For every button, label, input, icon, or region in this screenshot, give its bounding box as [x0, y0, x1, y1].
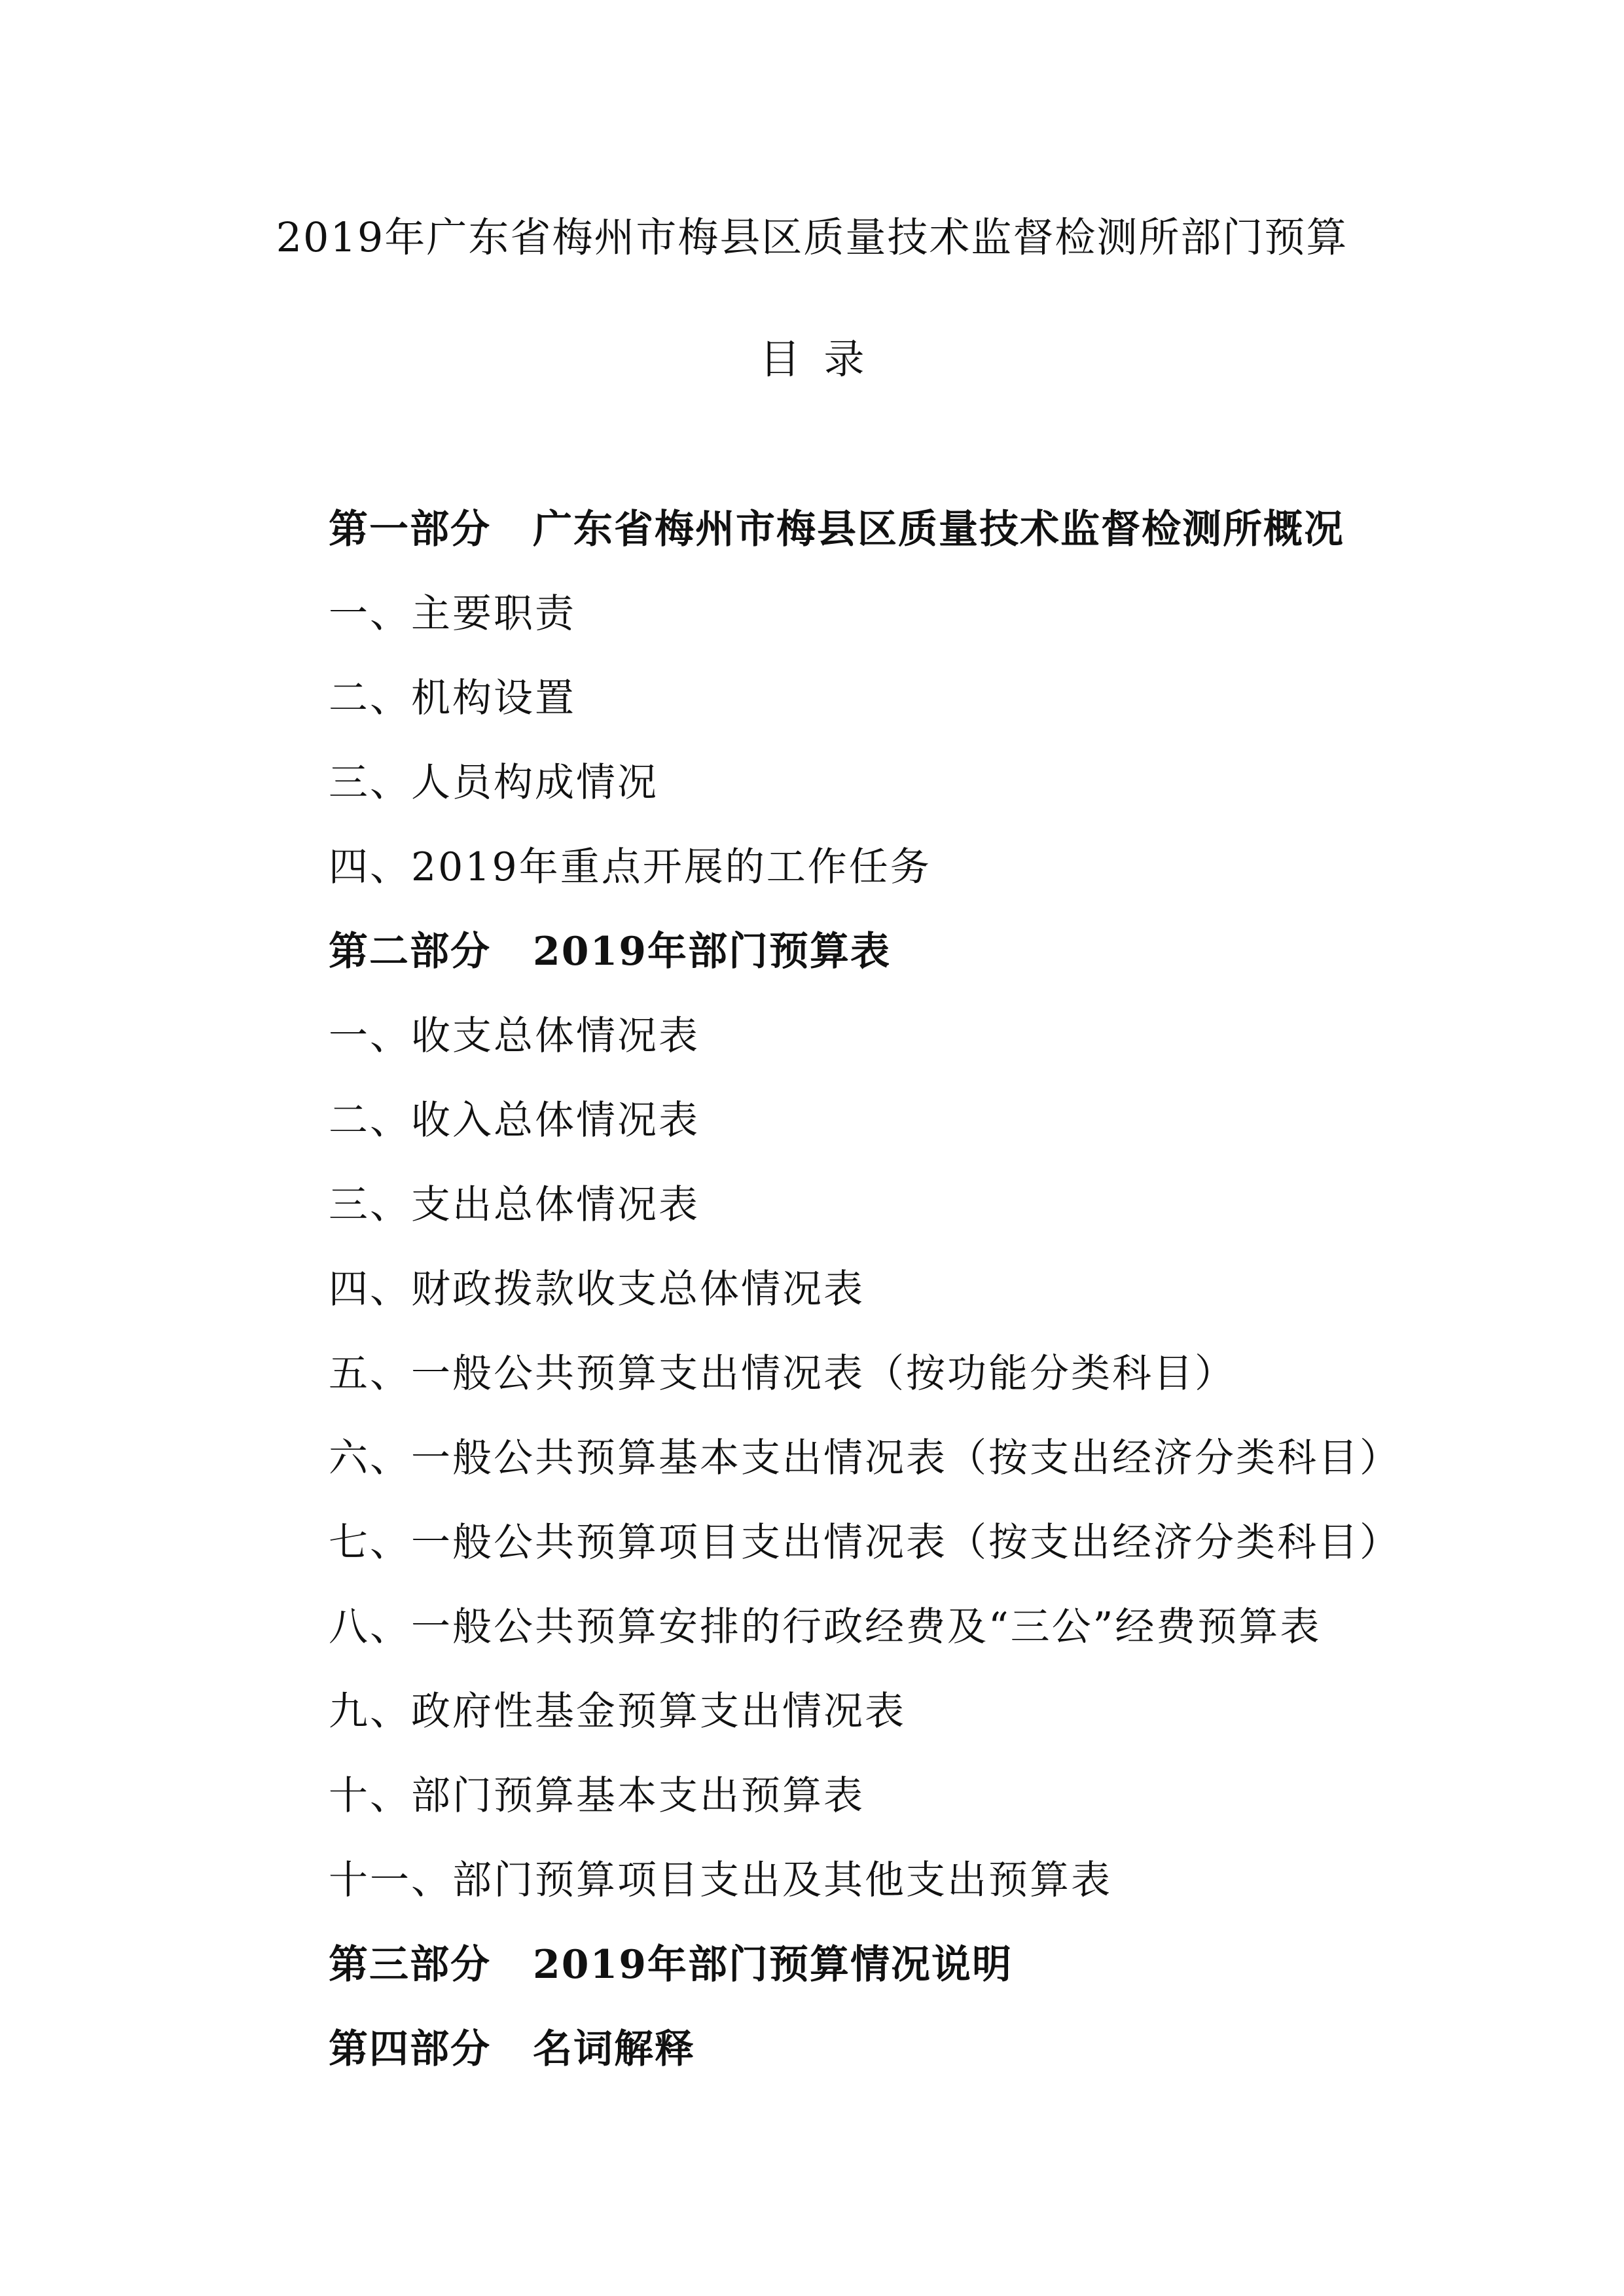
toc-part-1: [329, 500, 1572, 584]
toc-part-title: 名词解释: [533, 2026, 695, 2072]
toc-item: 二、收入总体情况表: [329, 1098, 700, 1143]
document-title: 2019年广东省梅州市梅县区质量技术监督检测所部门预算: [276, 213, 1348, 261]
toc-item: 十、部门预算基本支出预算表: [329, 1773, 865, 1819]
toc-item: 一、收支总体情况表: [329, 1013, 700, 1059]
toc-part-label: 第四部分: [329, 2026, 491, 2072]
toc-item: 四、2019年重点开展的工作任务: [329, 844, 931, 890]
toc-item: 一、主要职责: [329, 591, 576, 637]
toc-item: 五、一般公共预算支出情况表（按功能分类科目）: [329, 1351, 1236, 1397]
toc-item: 六、一般公共预算基本支出情况表（按支出经济分类科目）: [329, 1435, 1401, 1481]
toc-part-label: 第一部分: [329, 507, 491, 552]
toc-item: 二、机构设置: [329, 675, 576, 721]
toc-part-4: [329, 2020, 1572, 2104]
toc-part-title: 广东省梅州市梅县区质量技术监督检测所概况: [533, 507, 1344, 552]
toc-item: 九、政府性基金预算支出情况表: [329, 1689, 906, 1734]
toc-item: 三、支出总体情况表: [329, 1182, 700, 1228]
toc-item: 三、人员构成情况: [329, 760, 659, 806]
toc-part-title: 2019年部门预算表: [533, 929, 891, 975]
toc-heading: 目录: [759, 335, 888, 383]
toc-part-2: [329, 922, 1572, 1007]
toc-item: 八、一般公共预算安排的行政经费及“三公”经费预算表: [329, 1604, 1322, 1650]
toc-part-title: 2019年部门预算情况说明: [533, 1942, 1013, 1988]
toc-part-label: 第二部分: [329, 929, 491, 975]
toc-item: 十一、部门预算项目支出及其他支出预算表: [329, 1857, 1112, 1903]
table-of-contents: [329, 500, 1572, 2104]
toc-item: 七、一般公共预算项目支出情况表（按支出经济分类科目）: [329, 1520, 1401, 1566]
toc-part-3: [329, 1935, 1572, 2020]
toc-part-label: 第三部分: [329, 1942, 491, 1988]
toc-item: 四、财政拨款收支总体情况表: [329, 1266, 865, 1312]
